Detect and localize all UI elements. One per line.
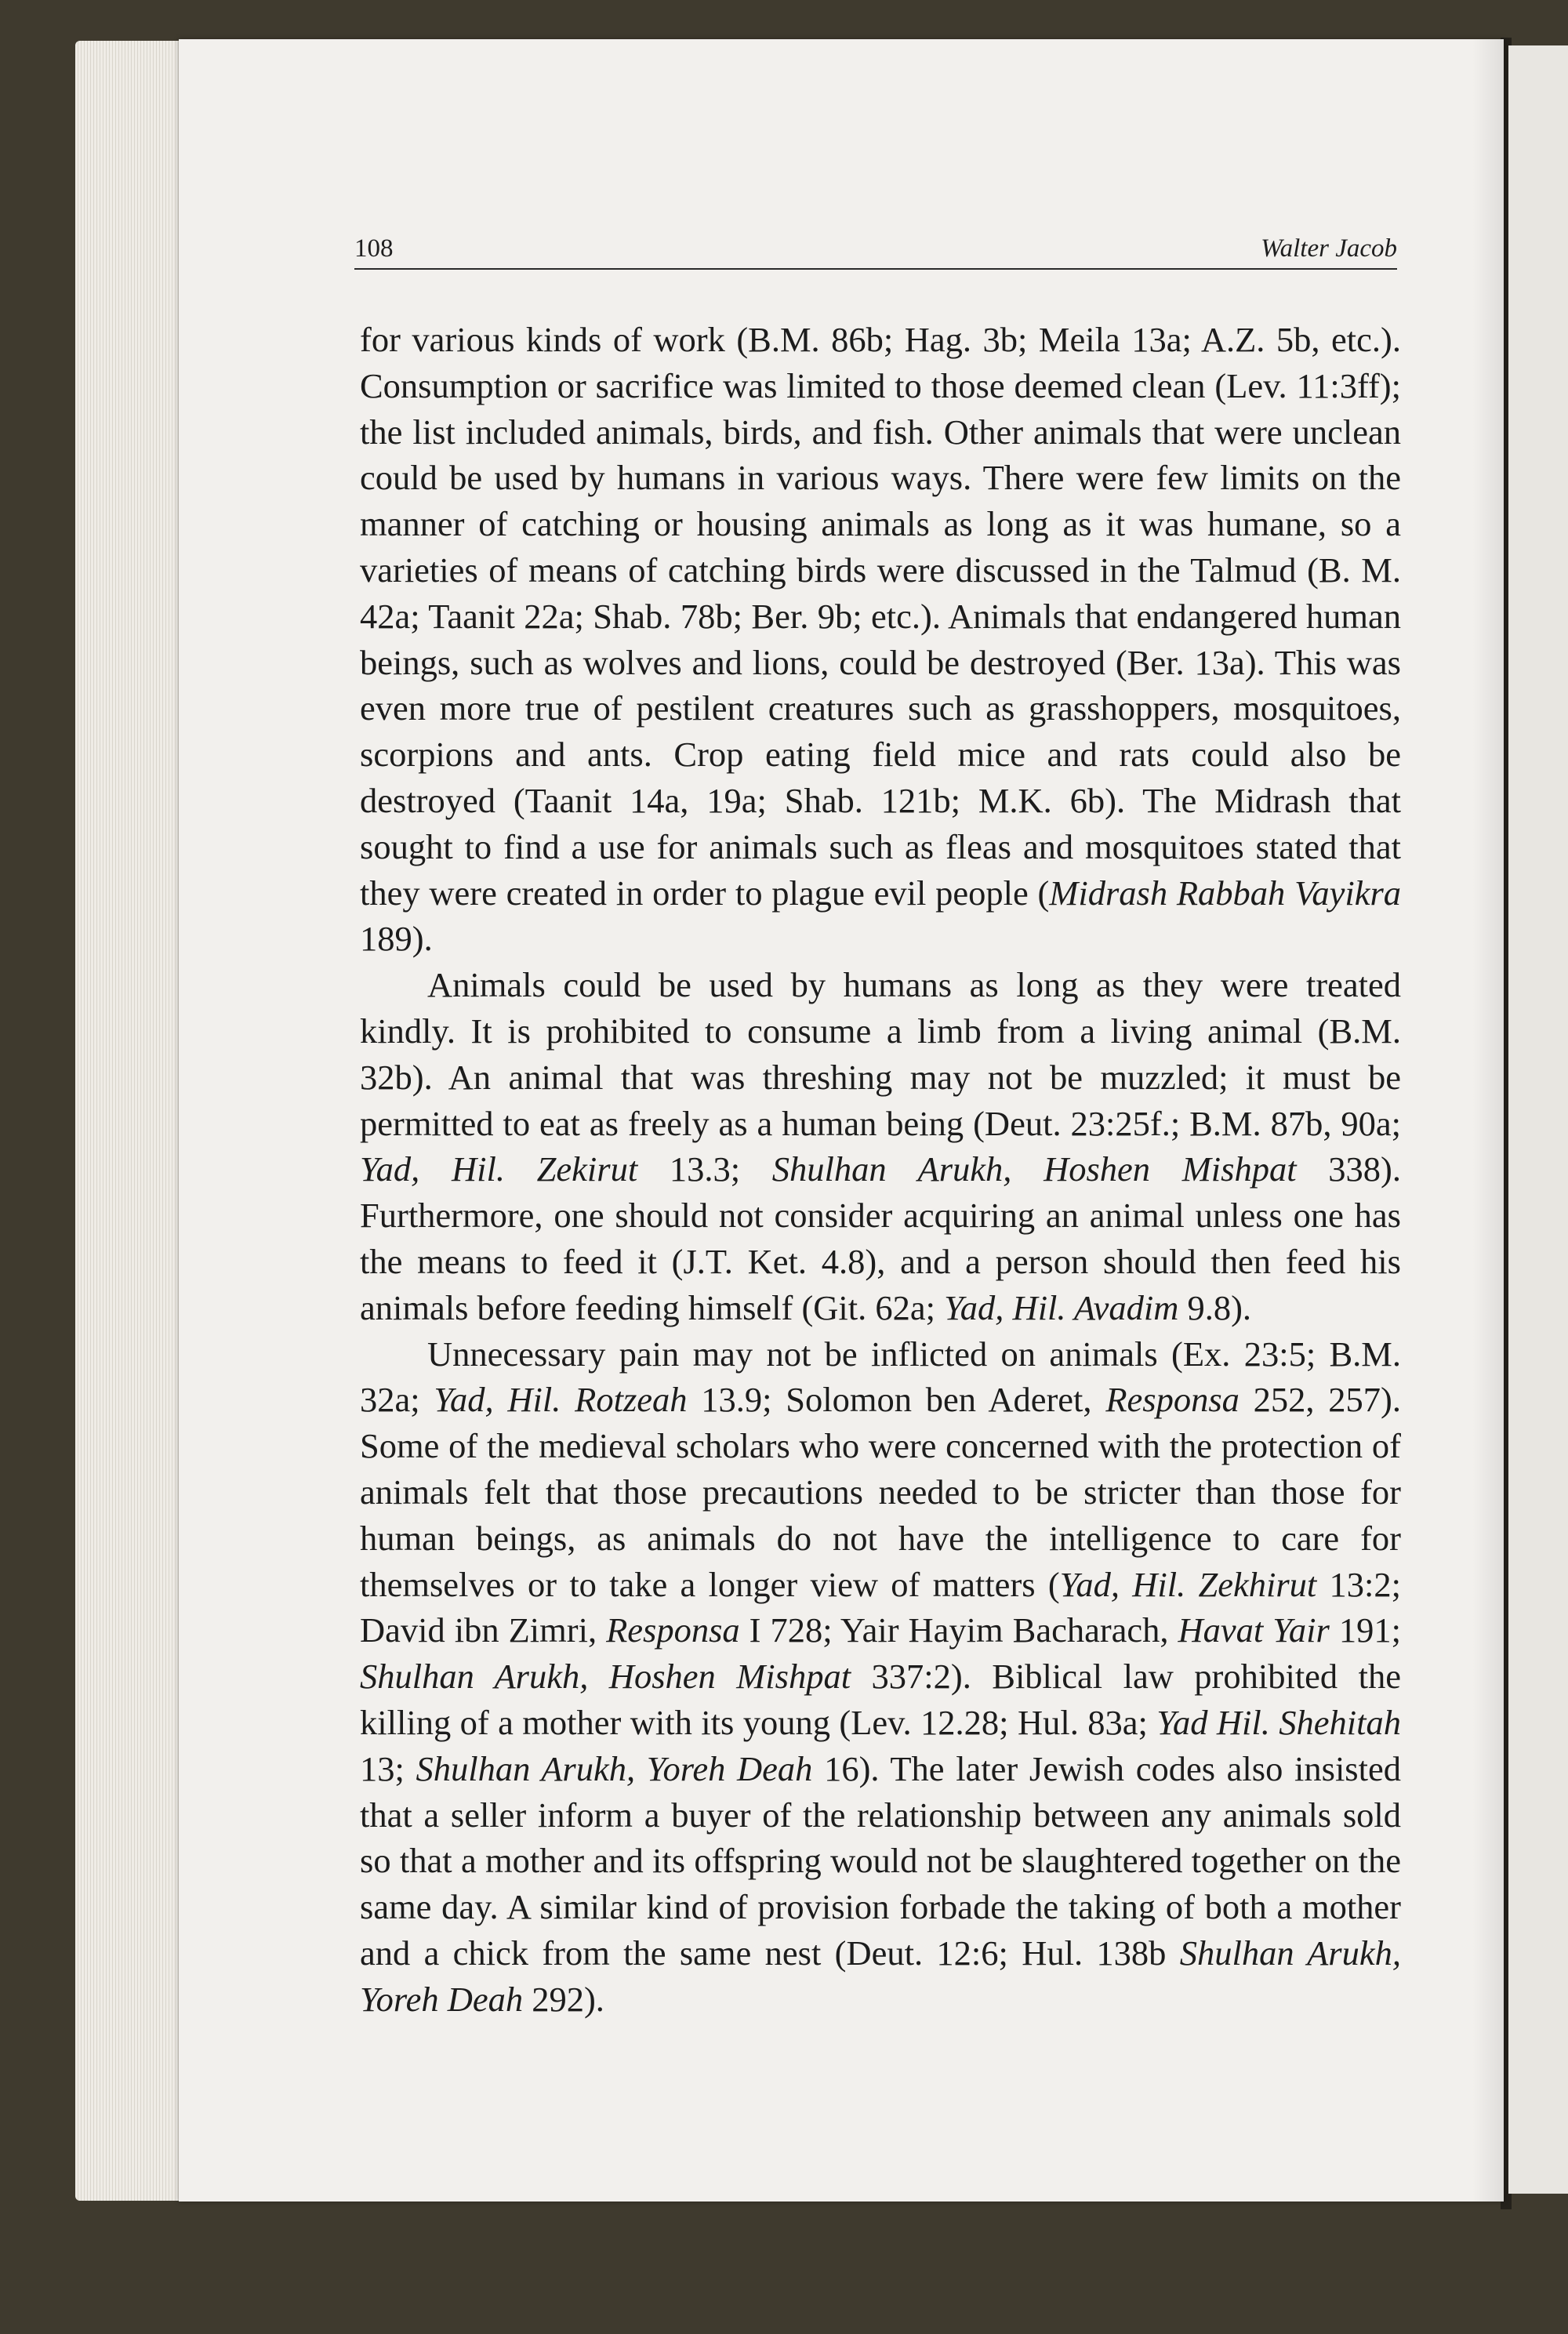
text-run: 16). The later Jewish codes also insisted that a seller inform a buyer of the relationship between any animals sold so that a mother and its offspring would not be slaughtered together on the same day. A similar kind of provision forbade the taking of both a mother and a chick from the same nest (Deut. 12:6; Hul. 138b xyxy=(360,1748,1401,1973)
italic-citation: Yad Hil. Shehitah xyxy=(1156,1702,1401,1742)
text-run: 252, 257). Some of the medieval scholars who were concerned with the protection of animals felt that those precautions needed to be stricter than those for human beings, as animals do not have the intelligence to care for themselves or to take a longer view of matters ( xyxy=(360,1380,1401,1604)
body-text xyxy=(360,317,1401,2022)
italic-citation: Havat Yair xyxy=(1178,1610,1330,1650)
text-run: 13.3; xyxy=(637,1149,772,1189)
paragraph xyxy=(360,317,1401,962)
paragraph xyxy=(360,1331,1401,2023)
text-run: I 728; Yair Hayim Bacharach, xyxy=(739,1610,1178,1650)
paragraph xyxy=(360,962,1401,1330)
italic-citation: Shulhan Arukh, Hoshen Mishpat xyxy=(360,1657,851,1697)
page-number: 108 xyxy=(354,234,394,263)
text-run: 9.8). xyxy=(1178,1287,1252,1327)
facing-page-edge xyxy=(1508,45,1568,2194)
italic-citation: Midrash Rabbah Vayikra xyxy=(1049,873,1402,913)
italic-citation: Responsa xyxy=(1105,1380,1240,1420)
text-run: 337:2). Biblical law prohibited the killing of a mother with its young (Lev. 12.28; Hul. 83a; xyxy=(360,1657,1401,1742)
text-run: Animals could be used by humans as long as they were treated kindly. It is prohibited to consume a limb from a living animal (B.M. 32b). An animal that was threshing may not be muzzled; it must be permitted to eat as freely as a human being (Deut. 23:25f.; B.M. 87b, 90a; xyxy=(360,965,1401,1143)
text-run: 338). Furthermore, one should not consider acquiring an animal unless one has the means to feed it (J.T. Ket. 4.8), and a person should then feed his animals before feeding himself (Git. 62a; xyxy=(360,1149,1401,1327)
italic-citation: Yad, Hil. Zekirut xyxy=(360,1149,638,1189)
italic-citation: Yad, Hil. Rotzeah xyxy=(434,1380,688,1420)
italic-citation: Shulhan Arukh, Hoshen Mishpat xyxy=(771,1149,1297,1189)
text-run: 189). xyxy=(360,919,433,959)
text-run: 13:2; David ibn Zimri, xyxy=(360,1564,1401,1650)
running-head-author: Walter Jacob xyxy=(1261,234,1397,263)
text-run: 191; xyxy=(1329,1610,1401,1650)
text-run: for various kinds of work (B.M. 86b; Hag. 3b; Meila 13a; A.Z. 5b, etc.). Consumption or sacrifice was limited to those deemed clean (Lev. 11:3ff); the list included animals, birds, and fish. Other animals that were unclean could be used by humans in various ways. There were few limits on the manner of catching or housing animals as long as it was humane, so a varieties of means of catching birds were discussed in the Talmud (B. M. 42a; Taanit 22a; Shab. 78b; Ber. 9b; etc.). Animals that endangered human beings, such as wolves and lions, could be destroyed (Ber. 13a). This was even more true of pestilent creatures such as grasshoppers, mosquitoes, scorpions and ants. Crop eating field mice and rats could also be destroyed (Taanit 14a, 19a; Shab. 121b; M.K. 6b). The Midrash that sought to find a use for animals such as fleas and mosquitoes stated that they were created in order to plague evil people ( xyxy=(360,320,1401,913)
italic-citation: Shulhan Arukh, Yoreh Deah xyxy=(360,1933,1401,2019)
italic-citation: Yad, Hil. Avadim xyxy=(944,1287,1179,1327)
page-header xyxy=(354,229,1397,270)
page-edge-stack xyxy=(75,41,193,2201)
text-run: 13.9; Solomon ben Aderet, xyxy=(687,1380,1106,1420)
italic-citation: Shulhan Arukh, Yoreh Deah xyxy=(416,1748,813,1788)
text-run: 292). xyxy=(523,1979,604,2019)
italic-citation: Responsa xyxy=(606,1610,740,1650)
text-run: 13; xyxy=(360,1748,416,1788)
text-run: Unnecessary pain may not be inflicted on animals (Ex. 23:5; B.M. 32a; xyxy=(360,1334,1401,1420)
italic-citation: Yad, Hil. Zekhirut xyxy=(1059,1564,1317,1604)
